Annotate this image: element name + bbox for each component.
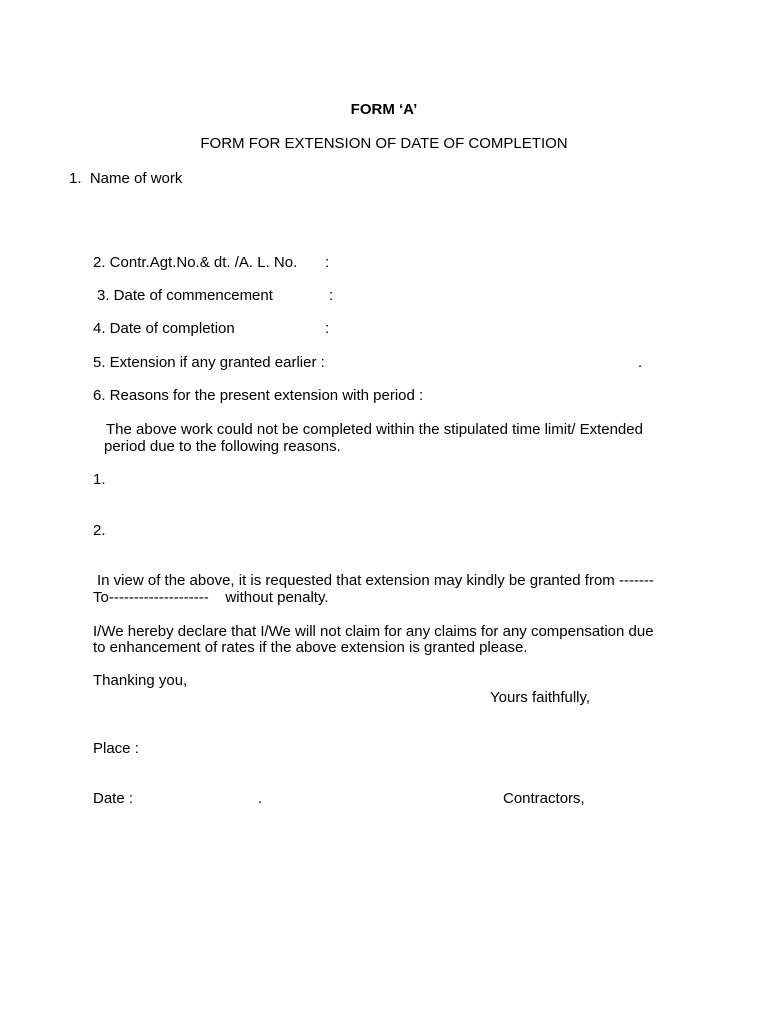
reason-intro-line-1: The above work could not be completed within the stipulated time limit/ Extended (106, 421, 643, 438)
declaration-line-2: to enhancement of rates if the above extension is granted please. (93, 639, 528, 656)
declaration-line-1: I/We hereby declare that I/We will not claim for any claims for any compensation due (93, 623, 654, 640)
field-contract-no: 2. Contr.Agt.No.& dt. /A. L. No. (93, 254, 298, 271)
reason-item-1: 1. (93, 471, 106, 488)
field-contract-no-colon: : (325, 254, 330, 271)
field-extension-earlier: 5. Extension if any granted earlier : (93, 354, 325, 371)
field-commencement-colon: : (329, 287, 334, 304)
field-completion: 4. Date of completion (93, 320, 235, 337)
thanking-text: Thanking you, (93, 672, 188, 689)
date-label: Date : (93, 790, 134, 807)
reason-intro-line-2: period due to the following reasons. (104, 438, 341, 455)
field-extension-earlier-end: . (638, 354, 643, 371)
contractors-label: Contractors, (503, 790, 585, 807)
field-reasons: 6. Reasons for the present extension with period : (93, 387, 424, 404)
date-dot: . (258, 790, 263, 807)
form-heading: FORM ‘A’ (350, 101, 418, 118)
yours-faithfully: Yours faithfully, (490, 689, 591, 706)
reason-item-2: 2. (93, 522, 106, 539)
request-line-1: In view of the above, it is requested that extension may kindly be granted from ------- (97, 572, 654, 589)
form-title: FORM FOR EXTENSION OF DATE OF COMPLETION (200, 135, 568, 152)
field-commencement: 3. Date of commencement (97, 287, 273, 304)
request-line-2: To-------------------- without penalty. (93, 589, 329, 606)
place-label: Place : (93, 740, 139, 757)
field-name-of-work: 1. Name of work (69, 170, 183, 187)
field-completion-colon: : (325, 320, 330, 337)
